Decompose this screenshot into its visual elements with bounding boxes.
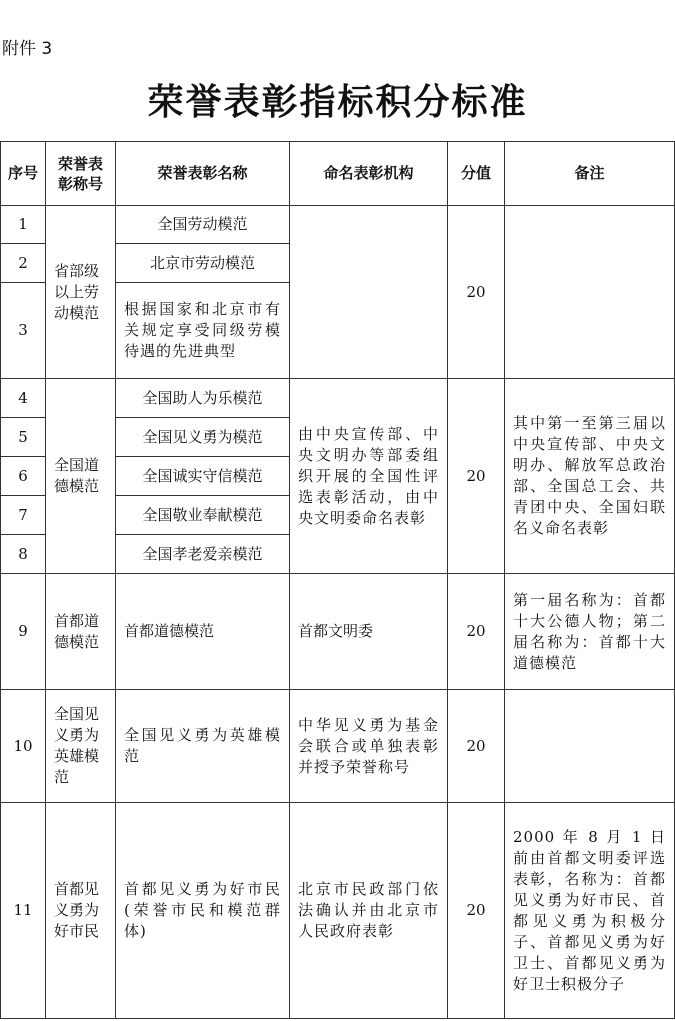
row-name: 北京市劳动模范 [116,244,290,283]
row-name: 全国助人为乐模范 [116,379,290,418]
group-note [505,690,675,803]
row-seq: 6 [1,457,46,496]
row-seq: 11 [1,803,46,1019]
group-note [505,206,675,379]
group-org [290,206,448,379]
group-score: 20 [448,206,505,379]
header-note: 备注 [505,142,675,206]
group-note: 第一届名称为：首都十大公德人物；第二届名称为：首都十大道德模范 [505,574,675,690]
table-row [1,690,675,803]
table-row [1,574,675,690]
row-seq: 9 [1,574,46,690]
group-score: 20 [448,574,505,690]
attachment-label: 附件 3 [2,39,53,59]
row-seq: 7 [1,496,46,535]
row-name: 全国见义勇为英雄模范 [116,690,290,803]
header-score: 分值 [448,142,505,206]
header-name: 荣誉表彰名称 [116,142,290,206]
group-org: 中华见义勇为基金会联合或单独表彰并授予荣誉称号 [290,690,448,803]
row-seq: 5 [1,418,46,457]
table-row [1,803,675,1019]
row-name: 首都道德模范 [116,574,290,690]
row-name: 全国孝老爱亲模范 [116,535,290,574]
group-score: 20 [448,803,505,1019]
page-title: 荣誉表彰指标积分标准 [147,81,528,123]
honor-score-table [0,141,675,1019]
group-org: 首都文明委 [290,574,448,690]
row-name: 全国见义勇为模范 [116,418,290,457]
group-category: 首都道德模范 [46,574,116,690]
table-row [1,379,675,418]
group-category: 省部级以上劳动模范 [46,206,116,379]
group-category: 全国道德模范 [46,379,116,574]
row-seq: 8 [1,535,46,574]
row-name: 全国诚实守信模范 [116,457,290,496]
table-header-row [1,142,675,206]
row-name: 首都见义勇为好市民(荣誉市民和模范群体) [116,803,290,1019]
header-category: 荣誉表彰称号 [46,142,116,206]
group-note: 2000 年 8 月 1 日前由首都文明委评选表彰，名称为：首都见义勇为好市民、首都见义勇为积极分子、首都见义勇为好卫士、首都见义勇为好卫士积极分子 [505,803,675,1019]
group-category: 首都见义勇为好市民 [46,803,116,1019]
group-org: 北京市民政部门依法确认并由北京市人民政府表彰 [290,803,448,1019]
row-seq: 3 [1,283,46,379]
row-name: 全国劳动模范 [116,206,290,244]
row-seq: 2 [1,244,46,283]
row-name: 全国敬业奉献模范 [116,496,290,535]
row-seq: 4 [1,379,46,418]
group-org: 由中央宣传部、中央文明办等部委组织开展的全国性评选表彰活动，由中央文明委命名表彰 [290,379,448,574]
group-score: 20 [448,379,505,574]
group-category: 全国见义勇为英雄模范 [46,690,116,803]
header-org: 命名表彰机构 [290,142,448,206]
row-name: 根据国家和北京市有关规定享受同级劳模待遇的先进典型 [116,283,290,379]
table-row [1,206,675,244]
row-seq: 10 [1,690,46,803]
header-seq: 序号 [1,142,46,206]
group-note: 其中第一至第三届以中央宣传部、中央文明办、解放军总政治部、全国总工会、共青团中央、全国妇联名义命名表彰 [505,379,675,574]
group-score: 20 [448,690,505,803]
row-seq: 1 [1,206,46,244]
